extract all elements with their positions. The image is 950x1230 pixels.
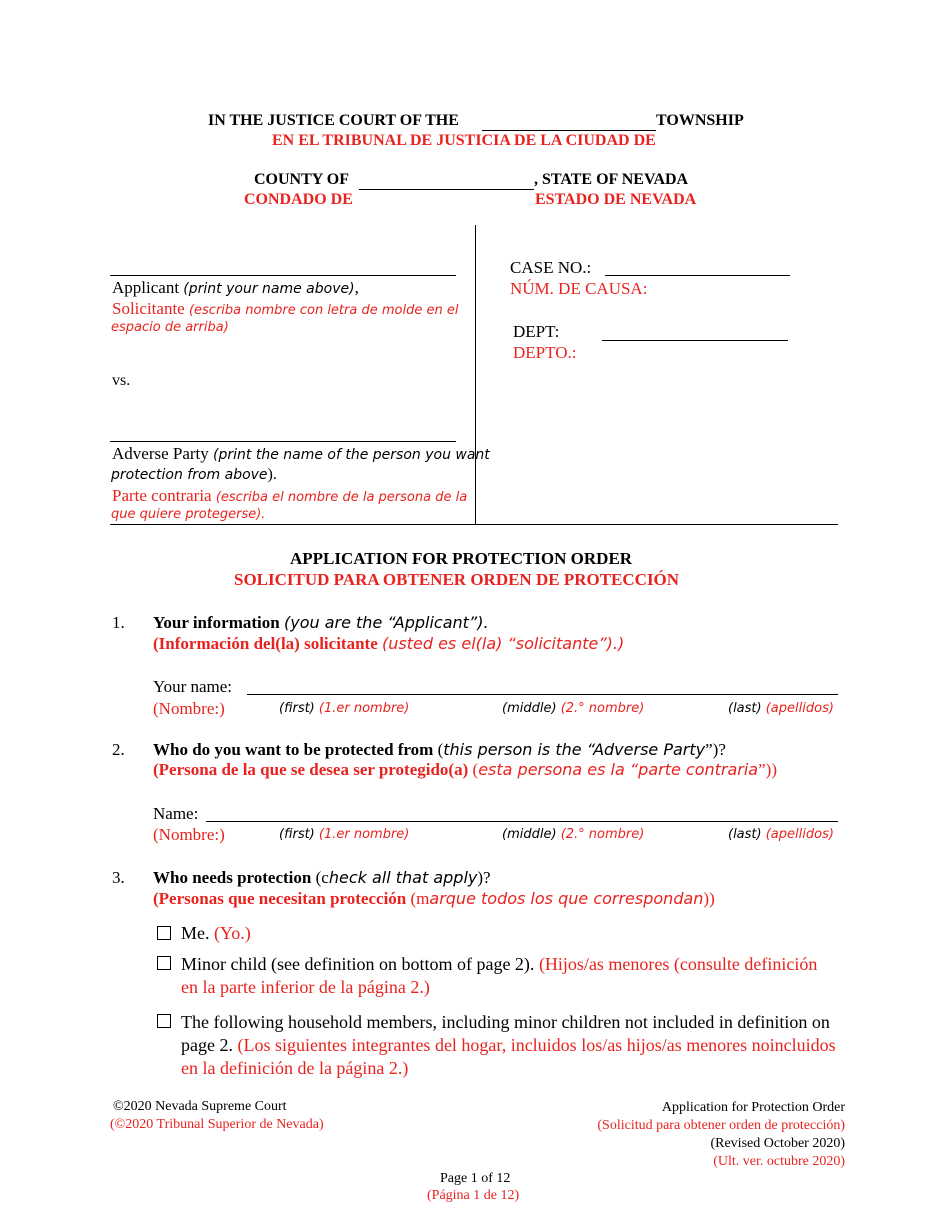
section-1-note: (you are the “Applicant”).: [283, 613, 489, 632]
page-number-es: (Página 1 de 12): [427, 1188, 520, 1203]
section-2-heading-es-text: (Persona de la que se desea ser protegido(a): [153, 760, 469, 779]
adverse-label-en: [112, 444, 490, 464]
adverse-note-end: ).: [267, 466, 277, 483]
form-info: [597, 1099, 845, 1171]
section-3-note: heck all that apply: [328, 868, 478, 887]
section-2-open-es: (: [472, 760, 479, 779]
section-2-number: 2.: [112, 740, 125, 759]
your-name-label: Your name:: [153, 677, 233, 696]
household-label-es: (Los siguientes integrantes del hogar, incluidos los/as hijos/as menores noincluidos en la definición de la página 2.): [181, 1035, 836, 1078]
dept-field[interactable]: [602, 340, 788, 341]
section-3-number: 3.: [112, 868, 125, 887]
section-3-note-es: arque todos los que correspondan: [429, 889, 704, 908]
adverse-name-label-es: (Nombre:): [153, 825, 225, 844]
county-label-es: CONDADO DE: [244, 191, 353, 208]
section-3-heading: Who needs protection: [153, 868, 312, 887]
adverse-middle-hint-es: (2.° nombre): [560, 827, 645, 842]
adverse-first-hint-en: (first): [279, 827, 315, 842]
section-3-close-es: )): [703, 889, 715, 908]
adverse-middle-name-hint: [502, 827, 644, 842]
state-label-es: ESTADO DE NEVADA: [535, 191, 697, 208]
versus-label: vs.: [112, 372, 131, 389]
case-number-field[interactable]: [605, 275, 790, 276]
adverse-label-es-text: Parte contraria: [112, 486, 212, 505]
me-option-label: [181, 923, 251, 944]
case-number-label-en: CASE NO.:: [510, 258, 592, 277]
township-blank[interactable]: [482, 130, 656, 131]
form-name-es: (Solicitud para obtener orden de protección): [597, 1118, 845, 1133]
household-members-option-label: [181, 1011, 838, 1080]
adverse-label-es: [112, 486, 467, 506]
your-name-field[interactable]: [247, 694, 838, 695]
dept-label-en: DEPT:: [513, 322, 560, 341]
section-3-heading-en: [153, 868, 491, 888]
section-2-note-es: esta persona es la “parte contraria: [478, 760, 759, 779]
section-3-heading-es-text: (Personas que necesitan protección: [153, 889, 407, 908]
middle-hint-en: (middle): [502, 701, 557, 716]
household-members-checkbox[interactable]: [157, 1014, 171, 1028]
form-name-en: Application for Protection Order: [661, 1100, 845, 1115]
section-3-open: (c: [315, 868, 329, 887]
applicant-name-field[interactable]: [110, 275, 456, 276]
section-1-heading: Your information: [153, 613, 280, 632]
last-hint-es: (apellidos): [765, 701, 834, 716]
adverse-note-2: protection from above: [111, 467, 268, 483]
township-label: TOWNSHIP: [656, 112, 744, 129]
last-hint-en: (last): [728, 701, 762, 716]
adverse-note-1: (print the name of the person you want: [213, 447, 490, 463]
applicant-label-en: [112, 278, 359, 298]
revised-en: (Revised October 2020): [710, 1136, 845, 1151]
applicant-comma: ,: [354, 278, 359, 297]
adverse-note-es-1: (escriba el nombre de la persona de la: [215, 490, 468, 505]
me-label-en: Me.: [181, 923, 210, 943]
adverse-name-field[interactable]: [206, 821, 838, 822]
form-title-es: SOLICITUD PARA OBTENER ORDEN DE PROTECCIÓN: [234, 570, 680, 589]
section-2-close-es: ”)): [758, 760, 777, 779]
adverse-middle-hint-en: (middle): [502, 827, 557, 842]
first-name-hint: [279, 701, 409, 716]
form-title-en: APPLICATION FOR PROTECTION ORDER: [290, 549, 633, 568]
section-3-close: )?: [477, 868, 491, 887]
minor-child-checkbox[interactable]: [157, 956, 171, 970]
adverse-last-hint-es: (apellidos): [765, 827, 834, 842]
court-title-en: IN THE JUSTICE COURT OF THE: [208, 112, 459, 129]
middle-hint-es: (2.° nombre): [560, 701, 645, 716]
section-1-number: 1.: [112, 613, 125, 632]
adverse-name-label: Name:: [153, 804, 199, 823]
caption-divider: [475, 225, 476, 525]
adverse-last-hint-en: (last): [728, 827, 762, 842]
applicant-note-es-2: espacio de arriba): [111, 320, 229, 335]
me-label-es: (Yo.): [214, 923, 251, 943]
section-2-note: this person is the “Adverse Party: [443, 740, 706, 759]
adverse-party-name-field[interactable]: [110, 441, 456, 442]
revised-es: (Ult. ver. octubre 2020): [713, 1154, 845, 1169]
applicant-label-es: [112, 299, 458, 319]
minor-child-option-label: [181, 953, 831, 999]
section-1-heading-en: [153, 613, 489, 633]
copyright-en: ©2020 Nevada Supreme Court: [113, 1099, 287, 1114]
state-label-en: , STATE OF NEVADA: [534, 171, 689, 188]
section-1-note-es: (usted es el(la) “solicitante”).): [382, 634, 625, 653]
adverse-first-name-hint: [279, 827, 409, 842]
page-number-en: Page 1 of 12: [440, 1171, 511, 1186]
section-1-heading-es: [153, 634, 624, 654]
county-label-en: COUNTY OF: [254, 171, 349, 188]
caption-bottom-rule: [110, 524, 838, 525]
adverse-note-line-2: [111, 466, 277, 484]
applicant-note-es: (escriba nombre con letra de molde en el: [188, 303, 459, 318]
section-2-heading-es: [153, 760, 777, 780]
your-name-label-es: (Nombre:): [153, 699, 225, 718]
first-hint-es: (1.er nombre): [318, 701, 410, 716]
section-2-heading: Who do you want to be protected from: [153, 740, 434, 759]
county-blank[interactable]: [359, 189, 534, 190]
section-1-heading-es-text: (Información del(la) solicitante: [153, 634, 378, 653]
section-2-open: (: [437, 740, 444, 759]
section-2-close: ”)?: [705, 740, 726, 759]
court-title-es: EN EL TRIBUNAL DE JUSTICIA DE LA CIUDAD DE: [272, 132, 656, 149]
adverse-label: Adverse Party: [112, 444, 209, 463]
minor-child-label-es: (Hijos/as menores (consulte definición en la parte inferior de la página 2.): [181, 954, 818, 997]
applicant-note: (print your name above): [183, 281, 355, 297]
me-checkbox[interactable]: [157, 926, 171, 940]
last-name-hint: [728, 701, 834, 716]
applicant-label: Applicant: [112, 278, 180, 297]
section-3-open-es: (m: [410, 889, 430, 908]
minor-child-label-en: Minor child (see definition on bottom of page 2).: [181, 954, 535, 974]
dept-label-es: DEPTO.:: [513, 343, 577, 362]
section-2-heading-en: [153, 740, 726, 760]
copyright-es: (©2020 Tribunal Superior de Nevada): [110, 1117, 324, 1132]
adverse-last-name-hint: [728, 827, 834, 842]
adverse-first-hint-es: (1.er nombre): [318, 827, 410, 842]
applicant-label-es-text: Solicitante: [112, 299, 185, 318]
section-3-heading-es: [153, 889, 715, 909]
middle-name-hint: [502, 701, 644, 716]
adverse-note-es-2: que quiere protegerse).: [111, 507, 266, 522]
household-label-en: The following household members, including minor children not included in definition on page 2.: [181, 1012, 830, 1055]
case-number-label-es: NÚM. DE CAUSA:: [510, 279, 648, 298]
first-hint-en: (first): [279, 701, 315, 716]
